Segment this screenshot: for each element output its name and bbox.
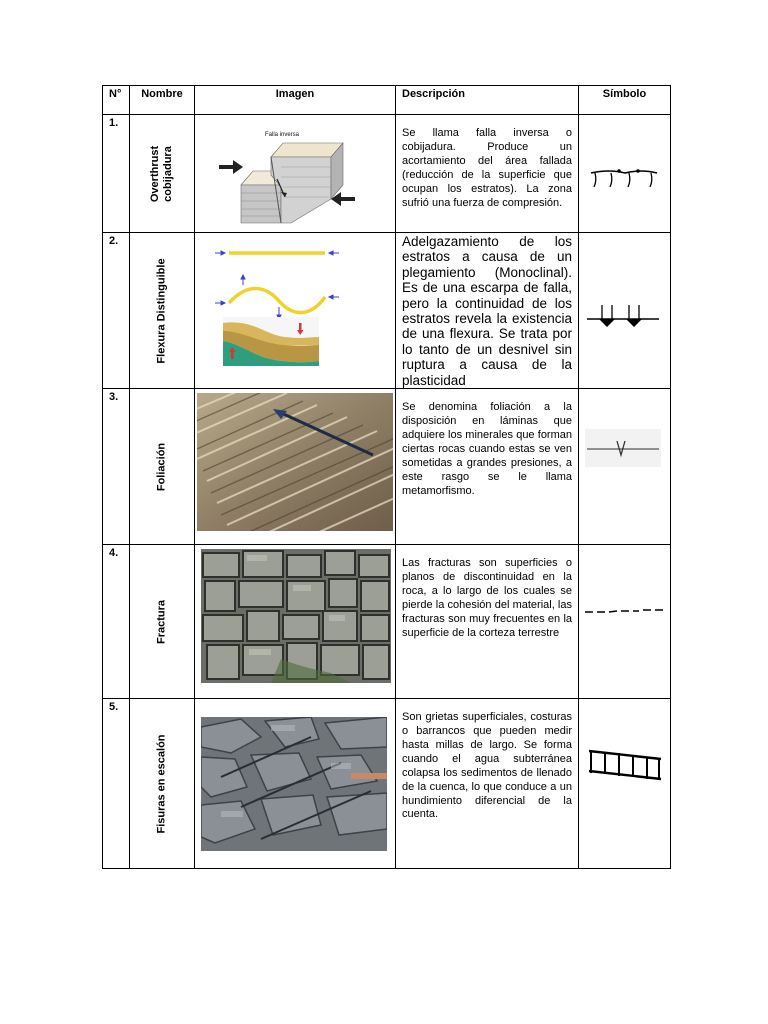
row-name: Flexura Distinguible xyxy=(155,257,168,364)
row-symbol-cell xyxy=(579,699,671,869)
ladder-symbol-icon xyxy=(587,747,663,783)
row-image-cell xyxy=(195,233,396,389)
row-description: Adelgazamiento de los estratos a causa de un plegamiento (Monoclinal). Es de una escarpa de falla, pero la continuidad de los estratos revela la existencia de una flexura. Se trata por lo tanto de un desnivel sin ruptura a causa de la plasticidad xyxy=(396,233,579,389)
row-number: 1. xyxy=(103,115,130,233)
foliation-symbol-icon xyxy=(585,429,661,467)
row-description: Son grietas superficiales, costuras o barrancos que pueden medir hasta millas de largo. Se forma cuando el agua subterránea colapsa los sedimentos de llenado de la cuenca, lo que conduce a un hundimiento diferencial de la cuenta. xyxy=(396,699,579,869)
row-name: Fractura xyxy=(155,599,168,644)
header-symbol: Símbolo xyxy=(579,86,671,115)
row-description: Se denomina foliación a la disposición en láminas que adquiere los minerales que forman ciertas rocas cuando estas se ven sometidas a grandes presiones, a este rasgo se le llama metamorfismo. xyxy=(396,389,579,545)
header-description: Descripción xyxy=(396,86,579,115)
row-symbol-cell xyxy=(579,389,671,545)
table-row xyxy=(103,115,671,233)
row-number: 4. xyxy=(103,545,130,699)
foliation-photo-icon xyxy=(197,393,393,531)
header-row xyxy=(103,86,671,115)
row-name-cell xyxy=(130,545,195,699)
row-symbol-cell xyxy=(579,115,671,233)
geology-structures-table xyxy=(102,85,671,869)
row-number: 3. xyxy=(103,389,130,545)
row-symbol-cell xyxy=(579,545,671,699)
fault-diagram-label: Falla inversa xyxy=(265,132,300,138)
fault-block-diagram-icon xyxy=(219,127,356,227)
row-description: Las fracturas son superficies o planos de discontinuidad en la roca, a lo largo de los cuales se pierde la cohesión del material, las fracturas son muy frecuentes en la superficie de la corteza terrestre xyxy=(396,545,579,699)
header-image: Imagen xyxy=(195,86,396,115)
fracture-photo-icon xyxy=(201,549,391,683)
header-number: N° xyxy=(103,86,130,115)
row-image-cell xyxy=(195,389,396,545)
table-row xyxy=(103,389,671,545)
row-name: Foliación xyxy=(155,442,168,491)
table-row xyxy=(103,545,671,699)
table-row xyxy=(103,233,671,389)
row-name: Fisuras en escalón xyxy=(155,734,168,834)
row-description: Se llama falla inversa o cobijadura. Produce un acortamiento del área fallada (reducción de la superficie que ocupan los estratos). La zona sufrió una fuerza de compresión. xyxy=(396,115,579,233)
flexure-symbol-icon xyxy=(587,301,659,331)
row-name-cell xyxy=(130,699,195,869)
row-name-cell xyxy=(130,389,195,545)
header-name: Nombre xyxy=(130,86,195,115)
table-row xyxy=(103,699,671,869)
thrust-fault-symbol-icon xyxy=(589,167,659,197)
row-image-cell xyxy=(195,699,396,869)
fracture-symbol-icon xyxy=(585,605,665,617)
flexure-diagram-icon xyxy=(213,245,343,367)
row-name-cell xyxy=(130,115,195,233)
row-image-cell xyxy=(195,115,396,233)
en-echelon-photo-icon xyxy=(201,717,387,851)
row-symbol-cell xyxy=(579,233,671,389)
row-image-cell xyxy=(195,545,396,699)
row-number: 2. xyxy=(103,233,130,389)
row-name: Overthrust cobijadura xyxy=(149,145,174,202)
row-name-cell xyxy=(130,233,195,389)
row-number: 5. xyxy=(103,699,130,869)
